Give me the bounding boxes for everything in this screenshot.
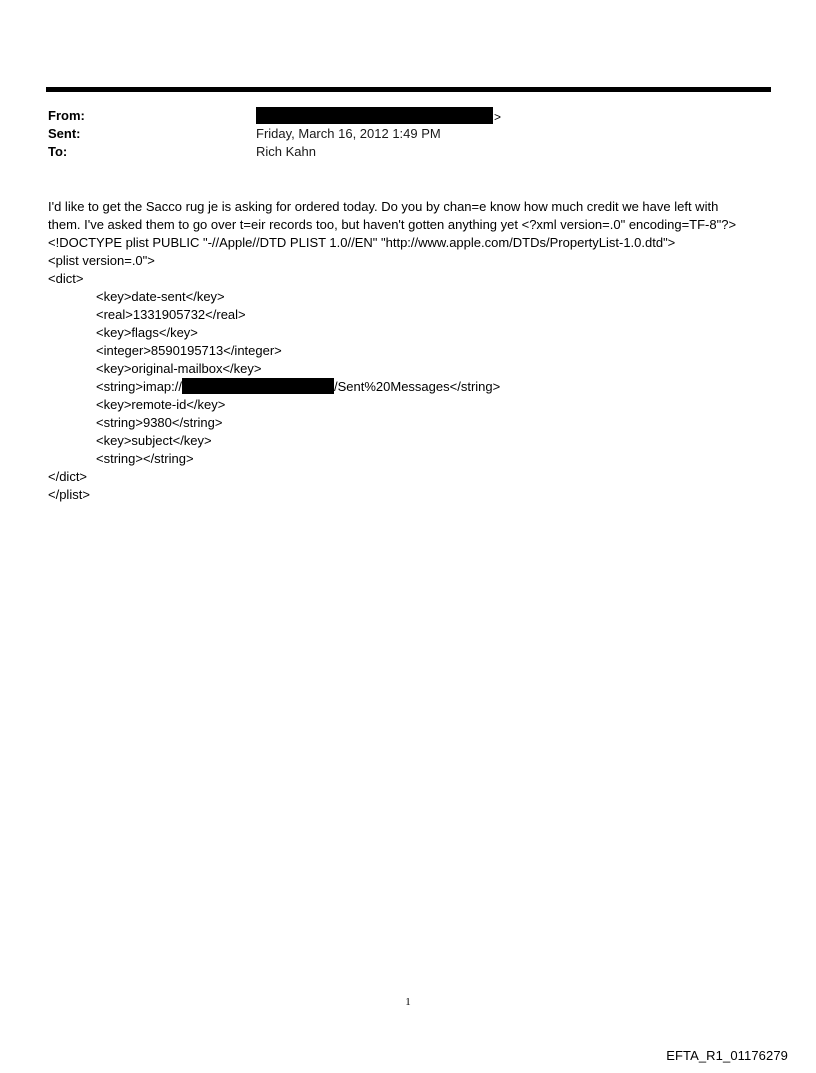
plist-line: <integer>8590195713</integer> xyxy=(96,343,282,358)
plist-closing-line: </plist> xyxy=(48,487,90,502)
mailbox-redaction xyxy=(182,378,334,394)
plist-line: <real>1331905732</real> xyxy=(96,307,246,322)
plist-closing-line: </dict> xyxy=(48,469,88,484)
mailbox-prefix: <string>imap:// xyxy=(96,379,182,394)
plist-line: <key>flags</key> xyxy=(96,325,198,340)
body-line: them. I've asked them to go over t=eir records too, but haven't gotten anything yet <?xml version=.0" encoding=TF-8"?> xyxy=(48,217,737,232)
plist-line: <string></string> xyxy=(96,451,194,466)
mailbox-line xyxy=(48,378,778,396)
plist-line: <string>9380</string> xyxy=(96,415,223,430)
bates-number: EFTA_R1_01176279 xyxy=(666,1048,788,1063)
from-redaction xyxy=(256,107,493,124)
page-number: 1 xyxy=(405,996,411,1008)
mailbox-suffix: /Sent%20Messages</string> xyxy=(334,379,501,394)
plist-line: <key>remote-id</key> xyxy=(96,397,226,412)
body-line: I'd like to get the Sacco rug je is asking for ordered today. Do you by chan=e know how much credit we have left with xyxy=(48,199,719,214)
body-line: <plist version=.0"> xyxy=(48,253,155,268)
plist-line: <key>original-mailbox</key> xyxy=(96,361,262,376)
header-rule xyxy=(46,87,771,92)
from-suffix: > xyxy=(494,110,502,124)
plist-line: <key>subject</key> xyxy=(96,433,212,448)
body-line: <!DOCTYPE plist PUBLIC "-//Apple//DTD PLIST 1.0//EN" "http://www.apple.com/DTDs/PropertyList-1.0.dtd"> xyxy=(48,235,676,250)
to-value: Rich Kahn xyxy=(256,144,316,159)
sent-value: Friday, March 16, 2012 1:49 PM xyxy=(256,126,441,141)
sent-label: Sent: xyxy=(48,126,81,141)
to-label: To: xyxy=(48,144,68,159)
from-label: From: xyxy=(48,108,85,123)
body-line: <dict> xyxy=(48,271,84,286)
message-body xyxy=(48,198,778,504)
plist-line: <key>date-sent</key> xyxy=(96,289,225,304)
